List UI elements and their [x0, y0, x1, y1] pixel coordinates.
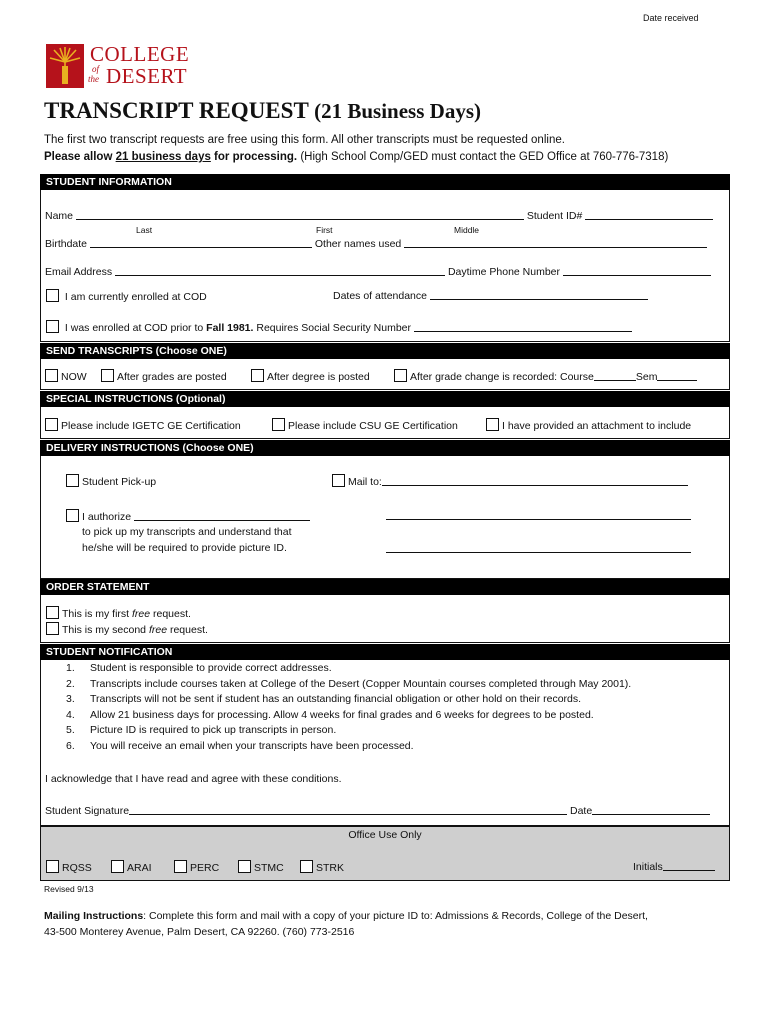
notification-heading: STUDENT NOTIFICATION [40, 644, 730, 660]
student-id-label: Student ID# [526, 210, 583, 222]
notification-item-number: 3. [66, 693, 75, 706]
perc-label: PERC [190, 862, 220, 874]
first-label: First [316, 225, 333, 235]
notification-item-text: Student is responsible to provide correct addresses. [90, 662, 332, 674]
dates-attendance-field[interactable] [430, 289, 648, 300]
other-names-label: Other names used [314, 238, 402, 250]
after-grades-label: After grades are posted [117, 371, 227, 383]
rqss-label: RQSS [62, 862, 92, 874]
order-heading: ORDER STATEMENT [40, 579, 730, 595]
second-free-checkbox[interactable] [46, 622, 59, 635]
mail-address-line-2[interactable] [386, 509, 691, 520]
send-now [45, 369, 87, 383]
pickup-option [66, 474, 156, 488]
student-id-field[interactable] [585, 209, 713, 220]
arai-label: ARAI [127, 862, 152, 874]
attachment-checkbox[interactable] [486, 418, 499, 431]
initials-field[interactable] [663, 860, 715, 871]
first-free-option [46, 606, 191, 620]
signature-field[interactable] [129, 804, 567, 815]
pickup-checkbox[interactable] [66, 474, 79, 487]
title-main: TRANSCRIPT REQUEST [44, 98, 309, 123]
last-label: Last [136, 225, 153, 235]
pickup-label: Student Pick-up [82, 476, 157, 488]
intro-bold-b: for processing. [210, 151, 298, 163]
notification-item [66, 693, 581, 705]
initials-label: Initials [633, 861, 663, 873]
notification-item [66, 709, 594, 721]
strk-label: STRK [316, 862, 345, 874]
enrolled-prior-a: I was enrolled at COD prior to [64, 322, 207, 334]
sem-field[interactable] [657, 370, 697, 381]
second-free-a: This is my second [62, 624, 149, 636]
mail-address-line-3[interactable] [386, 542, 691, 553]
office-use-title: Office Use Only [348, 829, 422, 841]
send-heading: SEND TRANSCRIPTS (Choose ONE) [40, 343, 730, 359]
email-label: Email Address [45, 266, 113, 278]
perc-checkbox[interactable] [174, 860, 187, 873]
other-names-field[interactable] [404, 237, 707, 248]
notification-item-number: 2. [66, 677, 75, 690]
logo-line1: COLLEGE [90, 42, 190, 66]
csu-option [272, 418, 458, 432]
igetc-checkbox[interactable] [45, 418, 58, 431]
date-received: Date received [643, 13, 699, 23]
office-strk [300, 860, 344, 874]
birthdate-field[interactable] [90, 237, 312, 248]
enrolled-prior-row [46, 320, 632, 334]
acknowledge-text: I acknowledge that I have read and agree with these conditions. [45, 773, 342, 785]
special-heading: SPECIAL INSTRUCTIONS (Optional) [40, 391, 730, 407]
phone-field[interactable] [563, 265, 711, 276]
authorize-line-3: he/she will be required to provide picture ID. [82, 542, 287, 554]
office-arai [111, 860, 152, 874]
strk-checkbox[interactable] [300, 860, 313, 873]
mailing-text: : Complete this form and mail with a copy of your picture ID to: Admissions & Records, College of the Desert, [143, 910, 648, 922]
office-stmc [238, 860, 284, 874]
rqss-checkbox[interactable] [46, 860, 59, 873]
after-change-checkbox[interactable] [394, 369, 407, 382]
authorize-checkbox[interactable] [66, 509, 79, 522]
middle-label: Middle [454, 225, 480, 235]
after-grades-checkbox[interactable] [101, 369, 114, 382]
authorize-name-field[interactable] [134, 510, 310, 521]
igetc-label: Please include IGETC GE Certification [61, 420, 241, 432]
notification-item [66, 724, 336, 736]
intro-bold-a: Please allow [44, 151, 116, 163]
office-initials [633, 860, 715, 873]
dates-attendance-label: Dates of attendance [333, 290, 427, 302]
notification-item-number: 1. [66, 662, 75, 674]
notification-item [66, 678, 631, 690]
intro-line-2 [44, 151, 668, 163]
notification-item-text: Allow 21 business days for processing. Allow 4 weeks for final grades and 6 weeks for degrees to be posted. [90, 708, 594, 721]
mail-address-line-2-wrap [386, 509, 691, 522]
igetc-option [45, 418, 241, 432]
mail-checkbox[interactable] [332, 474, 345, 487]
dates-attendance-row [333, 289, 648, 302]
mail-address-line-3-wrap [386, 542, 691, 555]
intro-rest: (High School Comp/GED must contact the GED Office at 760-776-7318) [297, 151, 669, 163]
email-field[interactable] [115, 265, 445, 276]
name-field[interactable] [76, 209, 524, 220]
student-info-heading: STUDENT INFORMATION [40, 174, 730, 190]
send-after-change [394, 369, 697, 383]
page-title [44, 98, 481, 124]
name-row [45, 209, 713, 222]
first-free-b: request. [150, 608, 191, 620]
enrolled-prior-checkbox[interactable] [46, 320, 59, 333]
first-free-a: This is my first [62, 608, 132, 620]
enrolled-now-label: I am currently enrolled at COD [64, 291, 207, 303]
after-degree-checkbox[interactable] [251, 369, 264, 382]
enrolled-now-row [46, 289, 207, 303]
second-free-b: request. [167, 624, 208, 636]
first-free-checkbox[interactable] [46, 606, 59, 619]
enrolled-prior-b: Fall 1981. [206, 322, 254, 334]
authorize-label: I authorize [82, 511, 132, 523]
send-after-grades [101, 369, 227, 383]
office-rqss [46, 860, 92, 874]
mail-option [332, 474, 688, 488]
signature-label: Student Signature [45, 805, 130, 817]
phone-label: Daytime Phone Number [447, 266, 561, 278]
send-now-label: NOW [61, 371, 87, 383]
mail-label: Mail to: [348, 476, 382, 488]
name-label: Name [45, 210, 74, 222]
stmc-label: STMC [254, 862, 284, 874]
notification-item-text: Transcripts will not be sent if student has an outstanding financial obligation or other hold on their records. [90, 693, 582, 706]
after-change-label: After grade change is recorded: Course [410, 371, 594, 383]
intro-bold-u: 21 business days [115, 151, 211, 163]
stmc-checkbox[interactable] [238, 860, 251, 873]
authorize-option [66, 509, 310, 523]
office-use-panel [40, 826, 730, 881]
logo-emblem [46, 44, 84, 88]
mail-address-line-1[interactable] [382, 475, 688, 486]
enrolled-now-checkbox[interactable] [46, 289, 59, 302]
first-free-i: free [132, 608, 151, 620]
sem-label: Sem [635, 371, 658, 383]
send-after-degree [251, 369, 370, 383]
email-row [45, 265, 711, 278]
authorize-line-2: to pick up my transcripts and understand that [82, 526, 292, 538]
notification-item-number: 6. [66, 740, 75, 752]
send-now-checkbox[interactable] [45, 369, 58, 382]
college-logo [46, 44, 226, 90]
birthdate-label: Birthdate [45, 238, 88, 250]
ssn-field[interactable] [414, 321, 632, 332]
revised-date: Revised 9/13 [44, 884, 94, 894]
csu-label: Please include CSU GE Certification [288, 420, 458, 432]
logo-the: the [88, 74, 99, 84]
attachment-label: I have provided an attachment to include [502, 420, 692, 432]
second-free-option [46, 622, 208, 636]
mailing-label: Mailing Instructions [44, 910, 144, 922]
delivery-heading: DELIVERY INSTRUCTIONS (Choose ONE) [40, 440, 730, 456]
notification-item [66, 740, 414, 752]
after-degree-label: After degree is posted [267, 371, 370, 383]
notification-item-number: 4. [66, 708, 75, 721]
csu-checkbox[interactable] [272, 418, 285, 431]
notification-item-number: 5. [66, 724, 75, 737]
intro-line-1: The first two transcript requests are free using this form. All other transcripts must be requested online. [44, 134, 565, 146]
course-field[interactable] [594, 370, 636, 381]
enrolled-prior-c: Requires Social Security Number [253, 322, 411, 334]
logo-of: of [92, 64, 100, 74]
notification-item-text: You will receive an email when your transcripts have been processed. [90, 740, 414, 752]
logo-line2: DESERT [106, 64, 188, 88]
notification-item-text: Transcripts include courses taken at College of the Desert (Copper Mountain courses completed through May 2001). [90, 677, 632, 690]
attachment-option [486, 418, 691, 432]
mailing-instructions-2: 43-500 Monterey Avenue, Palm Desert, CA 92260. (760) 773-2516 [44, 926, 355, 938]
birthdate-row [45, 237, 707, 250]
signature-row [45, 804, 710, 817]
date-field[interactable] [592, 804, 710, 815]
second-free-i: free [148, 624, 168, 636]
title-suffix: (21 Business Days) [314, 99, 481, 123]
mailing-instructions-1 [44, 910, 648, 922]
notification-item [66, 662, 332, 674]
office-perc [174, 860, 219, 874]
notification-item-text: Picture ID is required to pick up transcripts in person. [90, 724, 337, 737]
arai-checkbox[interactable] [111, 860, 124, 873]
date-label: Date [569, 805, 593, 817]
